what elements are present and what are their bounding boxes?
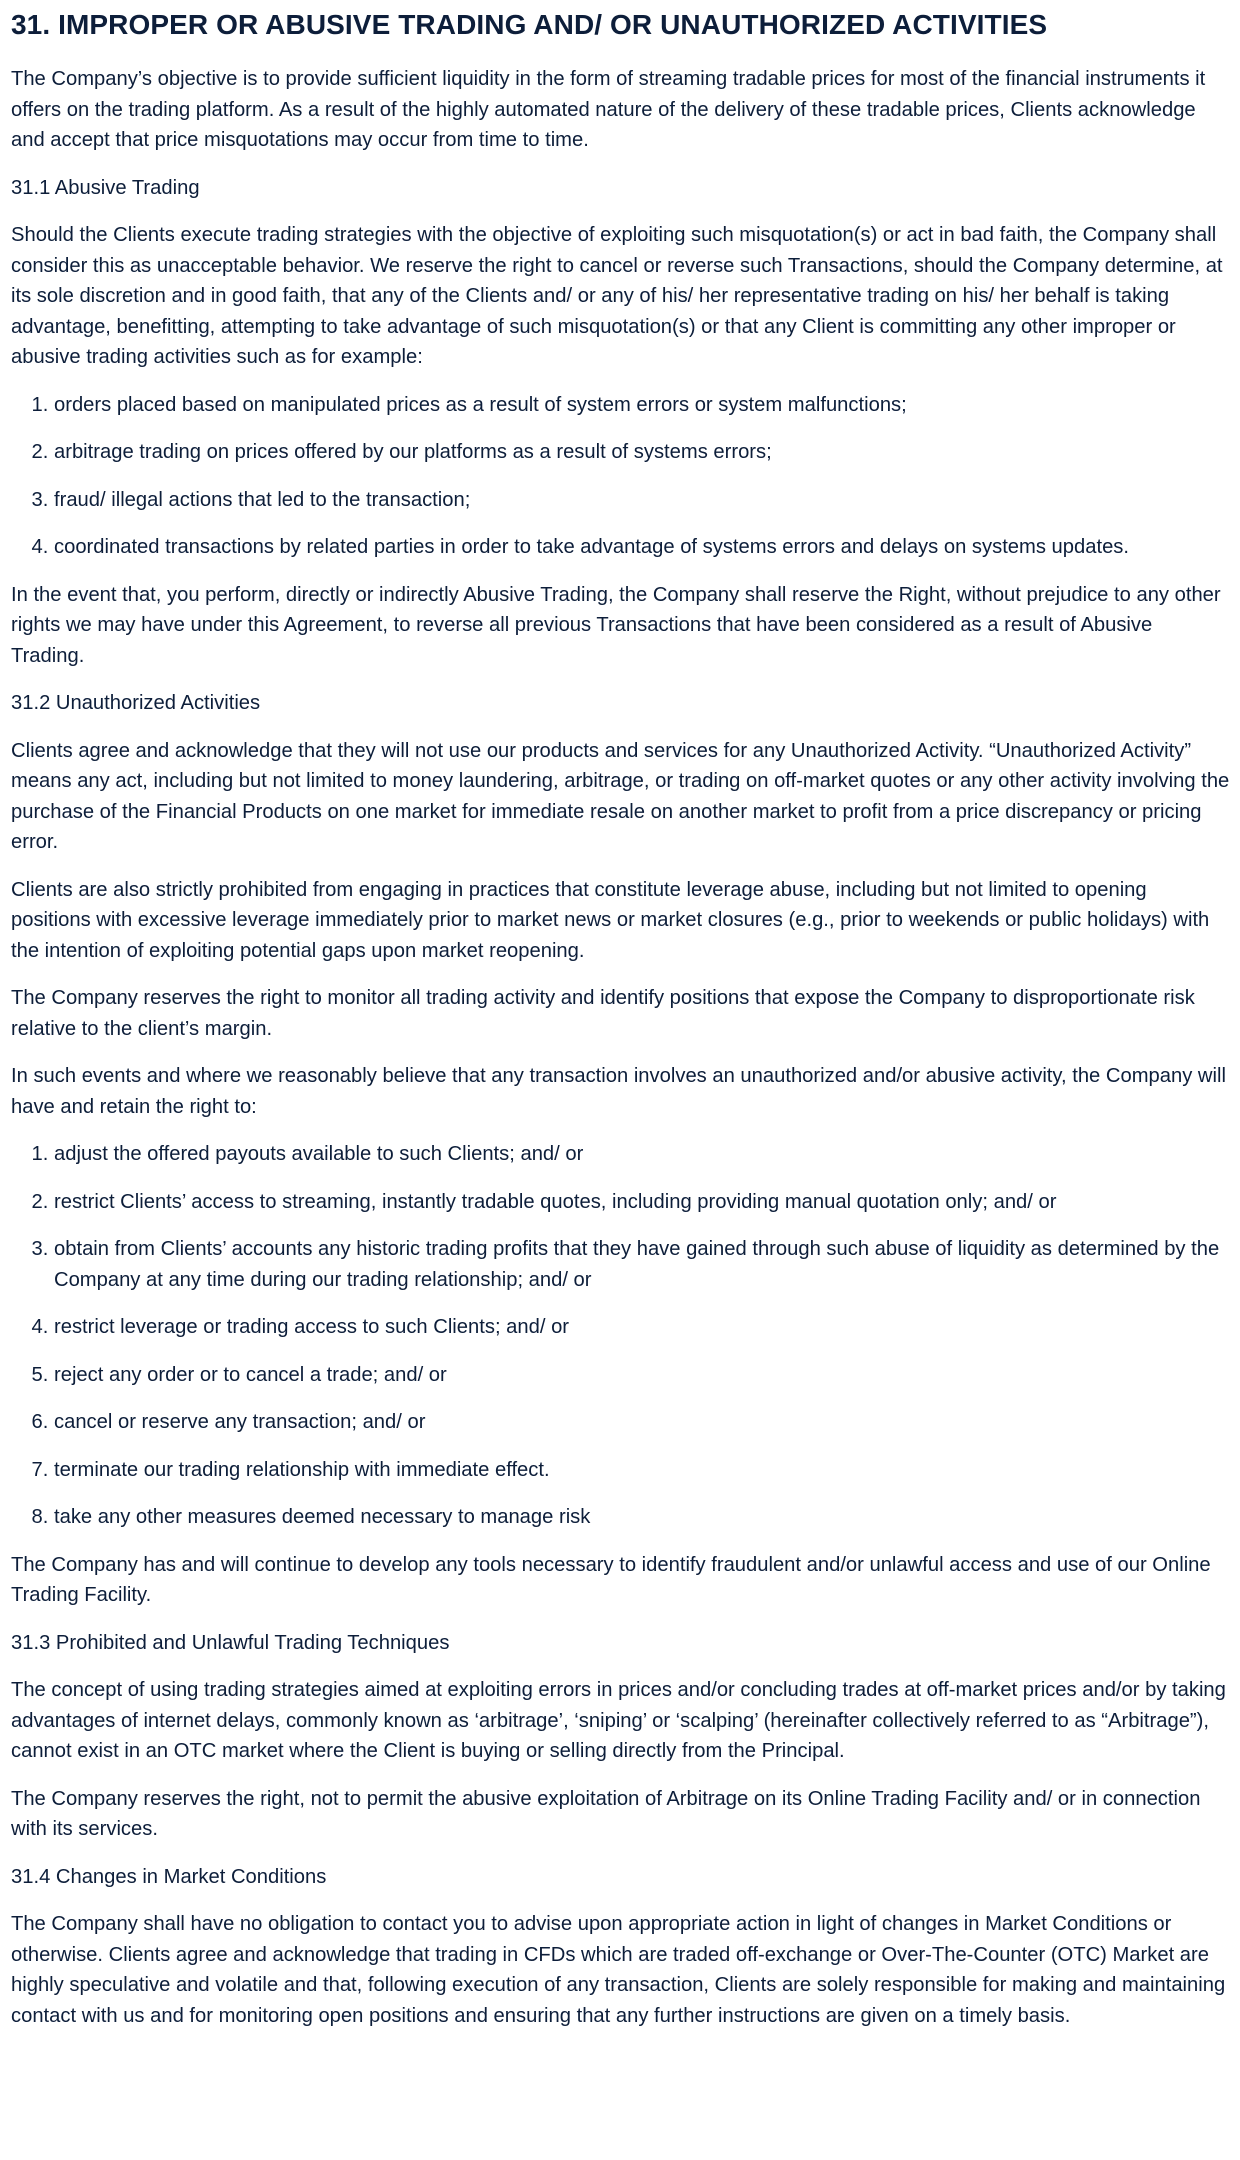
subsection-heading-31-1: 31.1 Abusive Trading	[11, 176, 200, 199]
subsection-heading-31-2: 31.2 Unauthorized Activities	[11, 692, 261, 714]
list-item: 3. fraud/ illegal actions that led to the transaction;	[54, 485, 1230, 516]
paragraph-31-2-e: The Company has and will continue to develop any tools necessary to identify fraudulent and/or unlawful access and use of our Online Trading Facility.	[11, 1553, 1211, 1606]
paragraph-31-1-a: Should the Clients execute trading strategies with the objective of exploiting such misquotation(s) or act in bad faith, the Company shall consider this as unacceptable behavior. We reserve the right to cancel or reverse such Transactions, should the Company determine, at its sole discretion and in good faith, that any of the Clients and/ or any of his/ her representative trading on his/ her behalf is taking advantage, benefitting, attempting to take advantage of such misquotation(s) or that any Client is committing any other improper or abusive trading activities such as for example:	[11, 224, 1223, 368]
list-item: 8. take any other measures deemed necessary to manage risk	[54, 1502, 1230, 1533]
list-item: 3. obtain from Clients’ accounts any historic trading profits that they have gained through such abuse of liquidity as determined by the Company at any time during our trading relationship; and/ or	[54, 1234, 1230, 1295]
list-item: 4. coordinated transactions by related parties in order to take advantage of systems errors and delays on systems updates.	[54, 532, 1230, 563]
abusive-trading-list	[11, 390, 1230, 563]
paragraph-31-2-b: Clients are also strictly prohibited from engaging in practices that constitute leverage abuse, including but not limited to opening positions with excessive leverage immediately prior to market news or market closures (e.g., prior to weekends or public holidays) with the intention of exploiting potential gaps upon market reopening.	[11, 878, 1210, 962]
intro-paragraph: The Company’s objective is to provide sufficient liquidity in the form of streaming tradable prices for most of the financial instruments it offers on the trading platform. As a result of the highly automated nature of the delivery of these tradable prices, Clients acknowledge and accept that price misquotations may occur from time to time.	[11, 68, 1206, 151]
list-item: 2. arbitrage trading on prices offered by our platforms as a result of systems errors;	[54, 437, 1230, 468]
section-title: 31. IMPROPER OR ABUSIVE TRADING AND/ OR UNAUTHORIZED ACTIVITIES	[11, 9, 1048, 40]
list-item: 6. cancel or reserve any transaction; and/ or	[54, 1407, 1230, 1438]
paragraph-31-3-b: The Company reserves the right, not to permit the abusive exploitation of Arbitrage on its Online Trading Facility and/ or in connection with its services.	[11, 1787, 1201, 1840]
company-rights-list	[11, 1139, 1230, 1533]
subsection-heading-31-4: 31.4 Changes in Market Conditions	[11, 1865, 327, 1888]
paragraph-31-1-b: In the event that, you perform, directly or indirectly Abusive Trading, the Company shall reserve the Right, without prejudice to any other rights we may have under this Agreement, to reverse all previous Transactions that have been considered as a result of Abusive Trading.	[11, 583, 1221, 667]
list-item: 4. restrict leverage or trading access to such Clients; and/ or	[54, 1312, 1230, 1343]
paragraph-31-2-d: In such events and where we reasonably believe that any transaction involves an unauthorized and/or abusive activity, the Company will have and retain the right to:	[11, 1065, 1226, 1118]
list-item: 5. reject any order or to cancel a trade; and/ or	[54, 1360, 1230, 1391]
paragraph-31-3-a: The concept of using trading strategies aimed at exploiting errors in prices and/or concluding trades at off-market prices and/or by taking advantages of internet delays, commonly known as ‘arbitrage’, ‘sniping’ or ‘scalping’ (hereinafter collectively referred to as “Arbitrage”), cannot exist in an OTC market where the Client is buying or selling directly from the Principal.	[11, 1679, 1226, 1762]
list-item: 1. orders placed based on manipulated prices as a result of system errors or system malfunctions;	[54, 390, 1230, 421]
list-item: 2. restrict Clients’ access to streaming, instantly tradable quotes, including providing manual quotation only; and/ or	[54, 1187, 1230, 1218]
list-item: 1. adjust the offered payouts available to such Clients; and/ or	[54, 1139, 1230, 1170]
paragraph-31-4-a: The Company shall have no obligation to contact you to advise upon appropriate action in light of changes in Market Conditions or otherwise. Clients agree and acknowledge that trading in CFDs which are traded off-exchange or Over-The-Counter (OTC) Market are highly speculative and volatile and that, following execution of any transaction, Clients are solely responsible for making and maintaining contact with us and for monitoring open positions and ensuring that any further instructions are given on a timely basis.	[11, 1913, 1226, 2027]
list-item: 7. terminate our trading relationship with immediate effect.	[54, 1455, 1230, 1486]
subsection-heading-31-3: 31.3 Prohibited and Unlawful Trading Techniques	[11, 1631, 450, 1654]
paragraph-31-2-a: Clients agree and acknowledge that they will not use our products and services for any Unauthorized Activity. “Unauthorized Activity” means any act, including but not limited to money laundering, arbitrage, or trading on off-market quotes or any other activity involving the purchase of the Financial Products on one market for immediate resale on another market to profit from a price discrepancy or pricing error.	[11, 739, 1230, 853]
paragraph-31-2-c: The Company reserves the right to monitor all trading activity and identify positions that expose the Company to disproportionate risk relative to the client’s margin.	[11, 987, 1195, 1040]
